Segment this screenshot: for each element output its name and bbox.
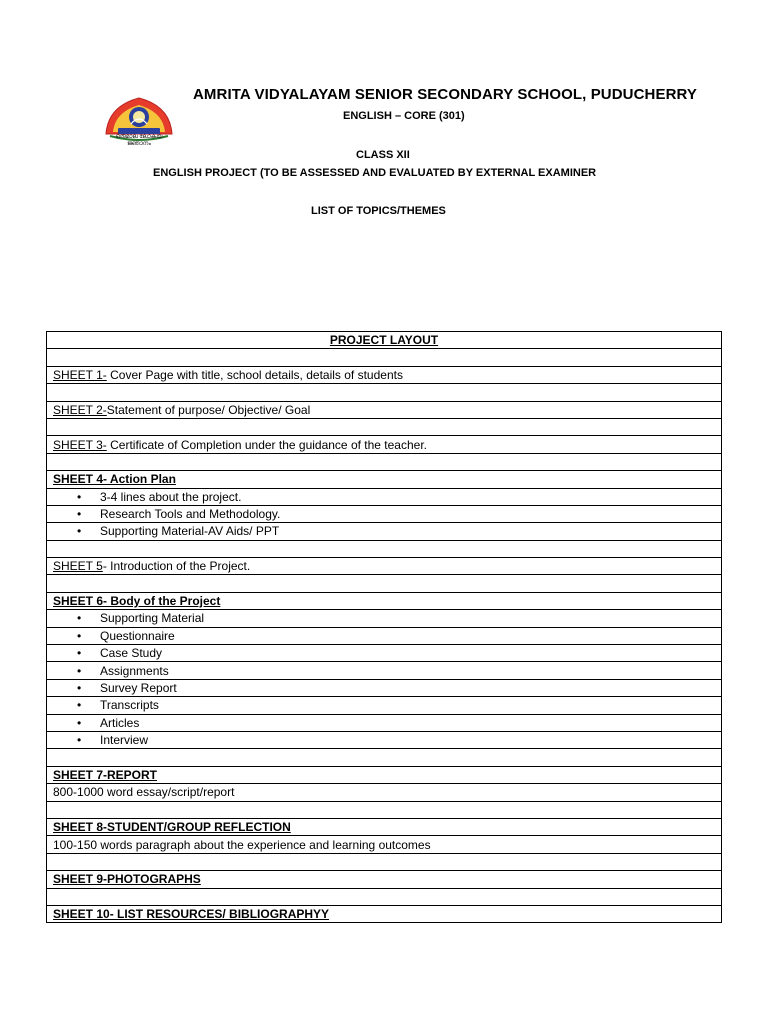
list-item-text: Supporting Material-AV Aids/ PPT [100, 524, 280, 539]
list-item [47, 731, 722, 748]
sheet-9-row [47, 871, 722, 888]
bullet-icon: • [77, 681, 82, 695]
logo-caption: ഒരുമാല ലോകയ ജ്ഞാനം [115, 134, 163, 147]
list-item [47, 523, 722, 540]
sheet-3-label: SHEET 3- [53, 437, 107, 452]
list-item [47, 714, 722, 731]
sheet-4-label: SHEET 4- Action Plan [53, 472, 176, 487]
table-row [47, 610, 722, 627]
table-row [47, 836, 722, 853]
table-row [47, 749, 722, 766]
sheet-1-text: Cover Page with title, school details, details of students [106, 367, 403, 382]
table-row [47, 488, 722, 505]
table-row [47, 784, 722, 801]
sheet-5-label: SHEET 5 [53, 559, 103, 574]
table-row [47, 418, 722, 435]
table-row [47, 366, 722, 383]
table-heading: PROJECT LAYOUT [47, 332, 722, 349]
table-row [47, 731, 722, 748]
empty-cell [47, 349, 722, 366]
sheet-5-row [47, 558, 722, 575]
table-row [47, 523, 722, 540]
empty-cell [47, 749, 722, 766]
list-item-text: Assignments [100, 663, 169, 678]
table-row [47, 540, 722, 557]
list-item [47, 505, 722, 522]
bullet-icon: • [77, 733, 82, 748]
sheet-2-row [47, 401, 722, 418]
table-row [47, 558, 722, 575]
bullet-icon: • [77, 628, 82, 643]
table-row [47, 575, 722, 592]
bullet-icon: • [77, 507, 82, 522]
list-item [47, 662, 722, 679]
table-row [47, 505, 722, 522]
sheet-10-label: SHEET 10- LIST RESOURCES/ BIBLIOGRAPHYY [53, 907, 330, 922]
list-item-text: Articles [100, 715, 140, 730]
list-item-text: Survey Report [100, 681, 177, 695]
table-row [47, 384, 722, 401]
table-row [47, 801, 722, 818]
table-row [47, 401, 722, 418]
sheet-10-row [47, 905, 722, 922]
sheet-9-label: SHEET 9-PHOTOGRAPHS [53, 872, 201, 887]
sheet-4-row [47, 471, 722, 488]
bullet-icon: • [77, 663, 82, 678]
list-item-text: Research Tools and Methodology. [100, 507, 281, 522]
sheet-6-row [47, 592, 722, 609]
table-row [47, 662, 722, 679]
empty-cell [47, 888, 722, 905]
table-row [47, 714, 722, 731]
table-row [47, 471, 722, 488]
bullet-icon: • [77, 698, 82, 713]
table-row [47, 818, 722, 835]
table-row [47, 679, 722, 696]
list-item-text: Supporting Material [100, 611, 205, 626]
bullet-icon: • [77, 611, 82, 626]
sheet-8-label: SHEET 8-STUDENT/GROUP REFLECTION [53, 820, 291, 835]
list-item [47, 679, 722, 696]
project-title: ENGLISH PROJECT (TO BE ASSESSED AND EVALUATED BY EXTERNAL EXAMINER [153, 167, 597, 179]
project-layout-table [46, 331, 722, 923]
list-item [47, 627, 722, 644]
sheet-7-label: SHEET 7-REPORT [53, 767, 158, 782]
table-row [47, 349, 722, 366]
sheet-3-row [47, 436, 722, 453]
bullet-icon: • [77, 489, 82, 504]
empty-cell [47, 575, 722, 592]
subject-title: ENGLISH – CORE (301) [343, 110, 465, 122]
list-item-text: Case Study [100, 646, 163, 661]
empty-cell [47, 540, 722, 557]
sheet-1-label: SHEET 1- [53, 367, 107, 382]
empty-cell [47, 384, 722, 401]
empty-cell [47, 453, 722, 470]
sheet-7-text: 800-1000 word essay/script/report [47, 784, 722, 801]
table-row [47, 436, 722, 453]
bullet-icon: • [77, 715, 82, 730]
table-row [47, 332, 722, 349]
table-row [47, 905, 722, 922]
sheet-5-text: - Introduction of the Project. [102, 559, 251, 574]
empty-cell [47, 801, 722, 818]
sheet-8-text: 100-150 words paragraph about the experience and learning outcomes [47, 836, 722, 853]
table-row [47, 871, 722, 888]
class-title: CLASS XII [356, 149, 410, 161]
sheet-3-text: Certificate of Completion under the guidance of the teacher. [106, 437, 427, 452]
table-row [47, 766, 722, 783]
table-row [47, 853, 722, 870]
list-item [47, 488, 722, 505]
topics-title: LIST OF TOPICS/THEMES [311, 205, 446, 217]
list-item [47, 645, 722, 662]
table-row [47, 592, 722, 609]
sheet-2-text: Statement of purpose/ Objective/ Goal [106, 402, 311, 417]
sheet-1-row [47, 366, 722, 383]
list-item-text: Transcripts [100, 698, 159, 713]
sheet-7-row [47, 766, 722, 783]
list-item-text: Interview [100, 733, 149, 748]
sheet-6-label: SHEET 6- Body of the Project [53, 594, 221, 609]
empty-cell [47, 418, 722, 435]
bullet-icon: • [77, 524, 82, 539]
empty-cell [47, 853, 722, 870]
bullet-icon: • [77, 646, 82, 661]
sheet-8-row [47, 818, 722, 835]
table-row [47, 888, 722, 905]
list-item-text: Questionnaire [100, 628, 175, 643]
list-item [47, 610, 722, 627]
sheet-2-label: SHEET 2- [53, 402, 107, 417]
list-item-text: 3-4 lines about the project. [100, 489, 242, 504]
list-item [47, 697, 722, 714]
table-row [47, 697, 722, 714]
table-row [47, 627, 722, 644]
school-name: AMRITA VIDYALAYAM SENIOR SECONDARY SCHOOL, PUDUCHERRY [193, 86, 697, 103]
table-row [47, 453, 722, 470]
table-row [47, 645, 722, 662]
